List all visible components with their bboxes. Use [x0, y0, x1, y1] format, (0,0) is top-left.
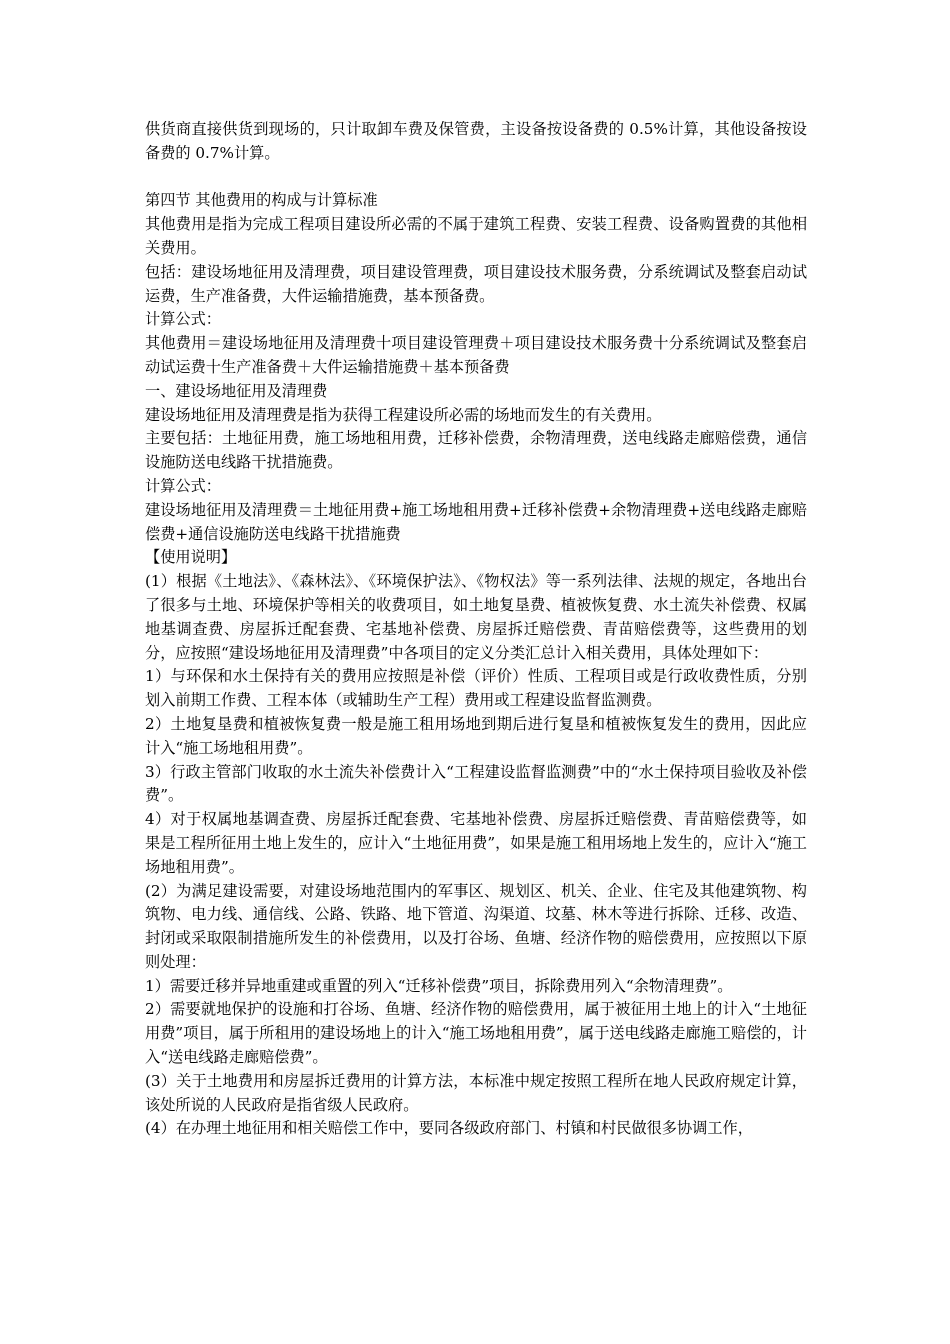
note-3: (3）关于土地费用和房屋拆迁费用的计算方法，本标准中规定按照工程所在地人民政府规定计算，该处所说的人民政府是指省级人民政府。	[145, 1071, 807, 1114]
note-4: (4）在办理土地征用和相关赔偿工作中，要同各级政府部门、村镇和村民做很多协调工作，	[145, 1119, 753, 1138]
subsection-heading: 一、建设场地征用及清理费	[145, 381, 328, 400]
document-body	[145, 118, 807, 1141]
formula-other-costs: 其他费用＝建设场地征用及清理费十项目建设管理费＋项目建设技术服务费十分系统调试及整套启动试运费十生产准备费＋大件运输措施费＋基本预备费	[145, 334, 807, 376]
paragraph-other-costs-definition: 其他费用是指为完成工程项目建设所必需的不属于建筑工程费、安装工程费、设备购置费的其他相关费用。	[145, 215, 807, 257]
paragraph-equipment-storage: 供货商直接供货到现场的，只计取卸车费及保管费，主设备按设备费的 0.5%计算，其他设备按设备费的 0.7%计算。	[145, 120, 807, 162]
paragraph-other-costs-items: 包括：建设场地征用及清理费，项目建设管理费，项目建设技术服务费，分系统调试及整套启动试运费，生产准备费，大件运输措施费，基本预备费。	[145, 262, 807, 305]
paragraph-site-cost-items: 主要包括：土地征用费，施工场地租用费，迁移补偿费，余物清理费，送电线路走廊赔偿费，通信设施防送电线路干扰措施费。	[145, 429, 807, 472]
note-1-item-4: 4）对于权属地基调查费、房屋拆迁配套费、宅基地补偿费、房屋拆迁赔偿费、青苗赔偿费等，如果是工程所征用土地上发生的，应计入“土地征用费”，如果是施工租用场地上发生的，应计入“施工场地租用费”。	[145, 810, 807, 876]
note-2-item-1: 1）需要迁移并异地重建或重置的列入“迁移补偿费”项目，拆除费用列入“余物清理费”。	[145, 976, 733, 995]
formula-site-cost: 建设场地征用及清理费＝土地征用费+施工场地租用费+迁移补偿费+余物清理费+送电线路走廊赔偿费+通信设施防送电线路干扰措施费	[145, 500, 807, 543]
note-2: (2）为满足建设需要，对建设场地范围内的军事区、规划区、机关、企业、住宅及其他建筑物、构筑物、电力线、通信线、公路、铁路、地下管道、沟渠道、坟墓、林木等进行拆除、迁移、改造、封闭或采取限制措施所发生的补偿费用，以及打谷场、鱼塘、经济作物的赔偿费用，应按照以下原则处理：	[145, 881, 807, 971]
note-1: (1）根据《土地法》、《森林法》、《环境保护法》、《物权法》等一系列法律、法规的规定，各地出台了很多与土地、环境保护等相关的收费项目，如土地复垦费、植被恢复费、水土流失补偿费、权属地基调查费、房屋拆迁配套费、宅基地补偿费、房屋拆迁赔偿费、青苗赔偿费等，这些费用的划分，应按照“建设场地征用及清理费”中各项目的定义分类汇总计入相关费用，具体处理如下：	[145, 572, 807, 662]
formula-label: 计算公式：	[145, 310, 221, 329]
paragraph-site-cost-definition: 建设场地征用及清理费是指为获得工程建设所必需的场地而发生的有关费用。	[145, 405, 662, 424]
note-1-item-1: 1）与环保和水土保持有关的费用应按照是补偿（评价）性质、工程项目或是行政收费性质，分别划入前期工作费、工程本体（或辅助生产工程）费用或工程建设监督监测费。	[145, 667, 807, 710]
section-heading: 第四节 其他费用的构成与计算标准	[145, 191, 378, 210]
note-1-item-3: 3）行政主管部门收取的水土流失补偿费计入“工程建设监督监测费”中的“水土保持项目验收及补偿费”。	[145, 762, 807, 805]
usage-notes-heading: 【使用说明】	[145, 548, 237, 567]
formula-label: 计算公式：	[145, 476, 221, 495]
note-2-item-2: 2）需要就地保护的设施和打谷场、鱼塘、经济作物的赔偿费用，属于被征用土地上的计入“土地征用费”项目，属于所租用的建设场地上的计入“施工场地租用费”，属于送电线路走廊施工赔偿的，计入“送电线路走廊赔偿费”。	[145, 1000, 807, 1067]
note-1-item-2: 2）土地复垦费和植被恢复费一般是施工租用场地到期后进行复垦和植被恢复发生的费用，因此应计入“施工场地租用费”。	[145, 714, 807, 757]
blank-line	[145, 166, 807, 190]
